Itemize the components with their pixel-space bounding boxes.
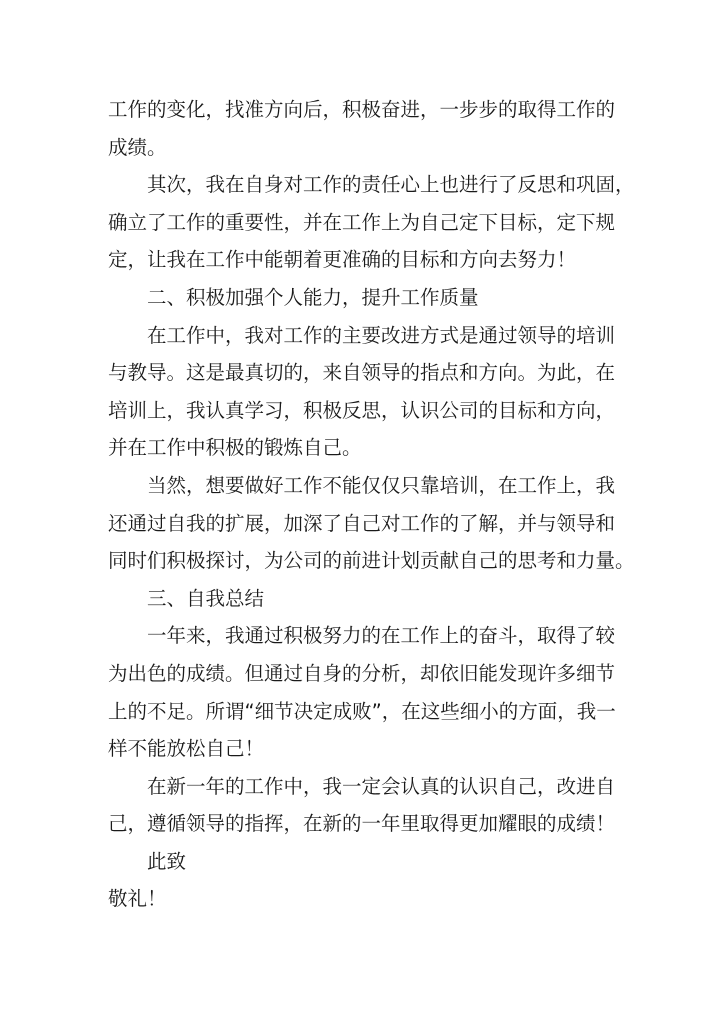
text-line: 与教导。这是最真切的，来自领导的指点和方向。为此，在: [108, 361, 616, 385]
text-line: 并在工作中积极的锻炼自己。: [108, 436, 362, 460]
text-line: 当然，想要做好工作不能仅仅只靠培训，在工作上，我: [147, 473, 616, 497]
text-line: 为出色的成绩。但通过自身的分析，却依旧能发现许多细节: [108, 661, 616, 685]
document-body: [108, 91, 635, 918]
text-line: 其次，我在自身对工作的责任心上也进行了反思和巩固，: [147, 173, 635, 197]
text-line: 定，让我在工作中能朝着更准确的目标和方向去努力！: [108, 248, 577, 272]
text-line: 样不能放松自己！: [108, 737, 265, 761]
text-line: 一年来，我通过积极努力的在工作上的奋斗，取得了较: [147, 624, 616, 648]
section-heading: 三、自我总结: [147, 586, 265, 610]
text-line: 上的不足。所谓“细节决定成败”，在这些细小的方面，我一: [108, 699, 616, 723]
closing-respect: 敬礼！: [108, 887, 167, 911]
text-line: 同时们积极探讨，为公司的前进计划贡献自己的思考和力量。: [108, 549, 635, 573]
text-line: 培训上，我认真学习，积极反思，认识公司的目标和方向，: [108, 398, 616, 422]
text-line: 己，遵循领导的指挥，在新的一年里取得更加耀眼的成绩！: [108, 812, 616, 836]
text-line: 在新一年的工作中，我一定会认真的认识自己，改进自: [147, 774, 616, 798]
text-line: 确立了工作的重要性，并在工作上为自己定下目标，定下规: [108, 210, 616, 234]
closing-salutation: 此致: [147, 849, 187, 873]
text-line: 在工作中，我对工作的主要改进方式是通过领导的培训: [147, 323, 616, 347]
text-line: 工作的变化，找准方向后，积极奋进，一步步的取得工作的: [108, 98, 616, 121]
section-heading: 二、积极加强个人能力，提升工作质量: [147, 285, 479, 309]
text-line: 成绩。: [108, 135, 167, 159]
text-line: 还通过自我的扩展，加深了自己对工作的了解，并与领导和: [108, 511, 616, 535]
